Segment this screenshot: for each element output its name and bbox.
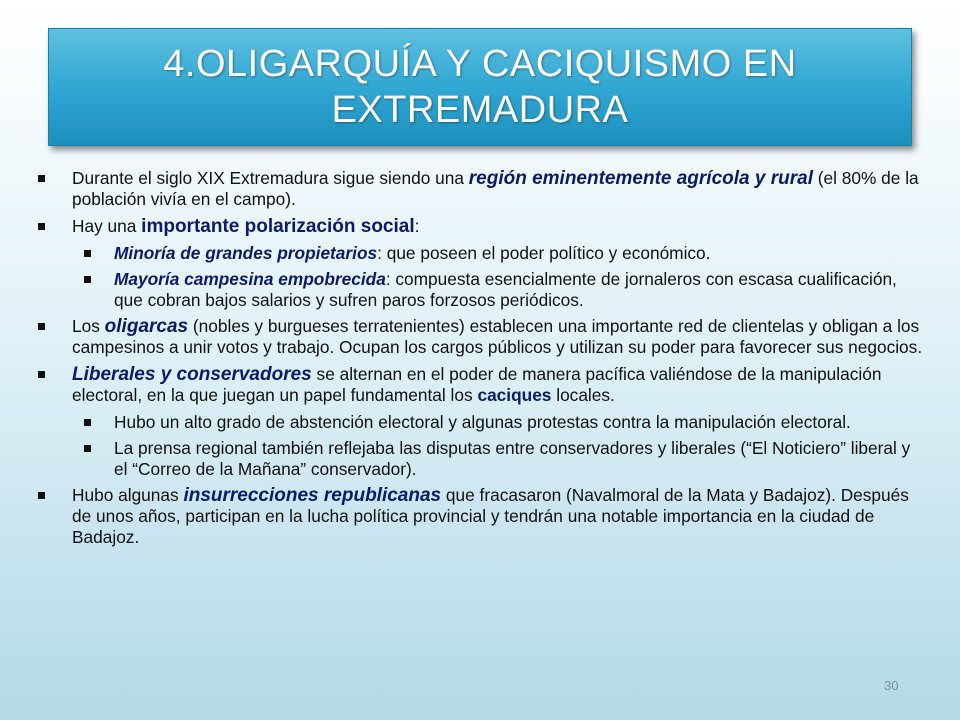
- text-run: Hubo un alto grado de abstención electoral y algunas protestas contra la manipulación electoral.: [114, 412, 851, 432]
- sub-bullet-item: [38, 243, 928, 264]
- square-bullet-icon: [84, 419, 91, 426]
- bullet-item: [38, 168, 928, 210]
- text-run: Durante el siglo XIX Extremadura sigue siendo una: [72, 168, 469, 188]
- bullet-text: [72, 316, 922, 357]
- sub-bullet-item: [38, 412, 928, 433]
- bullet-text: [114, 269, 897, 310]
- sub-bullet-item: [38, 269, 928, 311]
- square-bullet-icon: [38, 371, 45, 378]
- bullet-list: [38, 168, 928, 554]
- square-bullet-icon: [84, 276, 91, 283]
- text-run: : compuesta esencialmente de jornaleros con escasa cualificación, que cobran bajos salarios y sufren paros forzosos periódicos.: [114, 269, 897, 310]
- text-run: (nobles y burgueses terratenientes) establecen una importante red de clientelas y obligan a los campesinos a unir votos y trabajo. Ocupan los cargos públicos y utilizan su poder para favorecer sus negocios.: [72, 316, 923, 357]
- bullet-text: [72, 168, 919, 209]
- bullet-item: [38, 485, 928, 548]
- slide-title-box: [48, 28, 912, 146]
- text-run: Hubo algunas: [72, 485, 184, 505]
- emphasized-text: Mayoría campesina empobrecida: [114, 269, 386, 289]
- emphasized-text: insurrecciones republicanas: [183, 485, 442, 506]
- square-bullet-icon: [84, 445, 91, 452]
- emphasized-text: oligarcas: [104, 316, 189, 337]
- square-bullet-icon: [38, 323, 45, 330]
- bullet-item: [38, 364, 928, 406]
- text-run: Hay una: [72, 216, 142, 236]
- emphasized-text: Liberales y conservadores: [72, 364, 312, 385]
- square-bullet-icon: [38, 492, 45, 499]
- text-run: La prensa regional también reflejaba las disputas entre conservadores y liberales (“El Noticiero” liberal y el “Correo de la Mañana” conservador).: [114, 438, 911, 479]
- emphasized-text: región eminentemente agrícola y rural: [468, 168, 813, 189]
- square-bullet-icon: [84, 250, 91, 257]
- page-number: 30: [884, 678, 899, 693]
- text-run: Los: [72, 316, 105, 336]
- text-run: : que poseen el poder político y económico.: [377, 243, 711, 263]
- square-bullet-icon: [38, 175, 45, 182]
- text-run: (el 80% de la población vivía en el campo).: [72, 168, 919, 209]
- bullet-item: [38, 316, 928, 358]
- text-run: :: [414, 216, 420, 236]
- bullet-text: [72, 216, 419, 236]
- text-run: se alternan en el poder de manera pacífica valiéndose de la manipulación electoral, en la que juegan un papel fundamental los: [72, 364, 882, 405]
- sub-bullet-item: [38, 438, 928, 480]
- emphasized-text: Minoría de grandes propietarios: [114, 243, 378, 263]
- text-run: locales.: [551, 385, 615, 405]
- slide-title: 4.OLIGARQUÍA Y CACIQUISMO EN EXTREMADURA: [163, 43, 797, 131]
- bullet-text: [114, 243, 710, 263]
- bullet-item: [38, 216, 928, 237]
- emphasized-text: importante polarización social: [141, 216, 415, 237]
- bullet-text: [72, 364, 881, 405]
- bullet-text: [72, 485, 909, 547]
- square-bullet-icon: [38, 223, 45, 230]
- emphasized-text: caciques: [477, 385, 552, 405]
- bullet-text: [114, 438, 910, 479]
- text-run: que fracasaron (Navalmoral de la Mata y Badajoz). Después de unos años, participan en la lucha política provincial y tendrán una notable importancia en la ciudad de Badajoz.: [72, 485, 909, 547]
- bullet-text: [114, 412, 851, 432]
